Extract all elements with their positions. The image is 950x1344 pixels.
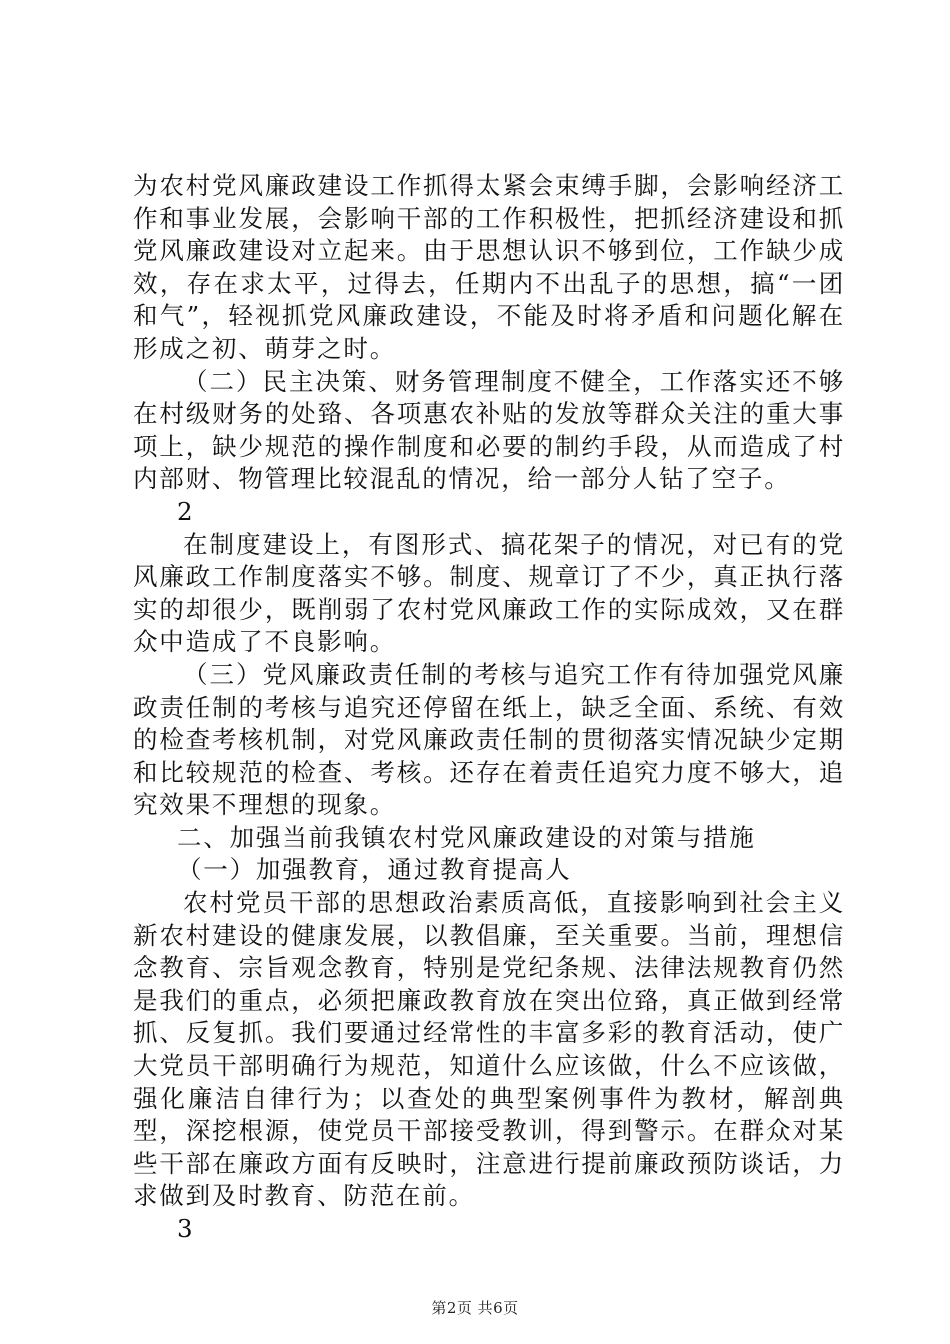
section-heading-measures: 二、加强当前我镇农村党风廉政建设的对策与措施 xyxy=(177,822,756,852)
paragraph-system-building: 在制度建设上，有图形式、搞花架子的情况，对已有的党风廉政工作制度落实不够。制度、规章订了不少，真正执行落实的却很少，既削弱了农村党风廉政工作的实际成效，又在群众中造成了不良影响。 xyxy=(133,529,845,657)
paragraph-section-2: （二）民主决策、财务管理制度不健全，工作落实还不够在村级财务的处臵、各项惠农补贴的发放等群众关注的重大事项上，缺少规范的操作制度和必要的制约手段，从而造成了村内部财、物管理比较混乱的情况，给一部分人钻了空子。 xyxy=(133,366,845,494)
inline-page-number: 3 xyxy=(177,1214,195,1243)
inline-page-number: 2 xyxy=(177,496,195,526)
document-body xyxy=(133,170,845,1246)
paragraph-section-3: （三）党风廉政责任制的考核与追究工作有待加强党风廉政责任制的考核与追究还停留在纸上，缺乏全面、系统、有效的检查考核机制，对党风廉政责任制的贯彻落实情况缺少定期和比较规范的检查、考核。还存在着责任追究力度不够大，追究效果不理想的现象。 xyxy=(133,659,845,820)
subsection-heading-education: （一）加强教育，通过教育提高人 xyxy=(177,855,572,885)
paragraph-continuation: 为农村党风廉政建设工作抓得太紧会束缚手脚，会影响经济工作和事业发展，会影响干部的工作积极性，把抓经济建设和抓党风廉政建设对立起来。由于思想认识不够到位，工作缺少成效，存在求太平，过得去，任期内不出乱子的思想，搞“一团和气”，轻视抓党风廉政建设，不能及时将矛盾和问题化解在形成之初、萌芽之时。 xyxy=(133,171,845,363)
paragraph-education: 农村党员干部的思想政治素质高低，直接影响到社会主义新农村建设的健康发展，以教倡廉，至关重要。当前，理想信念教育、宗旨观念教育，特别是党纪条规、法律法规教育仍然是我们的重点，必须把廉政教育放在突出位臵，真正做到经常抓、反复抓。我们要通过经常性的丰富多彩的教育活动，使广大党员干部明确行为规范，知道什么应该做，什么不应该做，强化廉洁自律行为；以查处的典型案例事件为教材，解剖典型，深挖根源，使党员干部接受教训，得到警示。在群众对某些干部在廉政方面有反映时，注意进行提前廉政预防谈话，力求做到及时教育、防范在前。 xyxy=(133,888,845,1211)
page-footer: 第2页 共6页 xyxy=(431,1299,519,1317)
